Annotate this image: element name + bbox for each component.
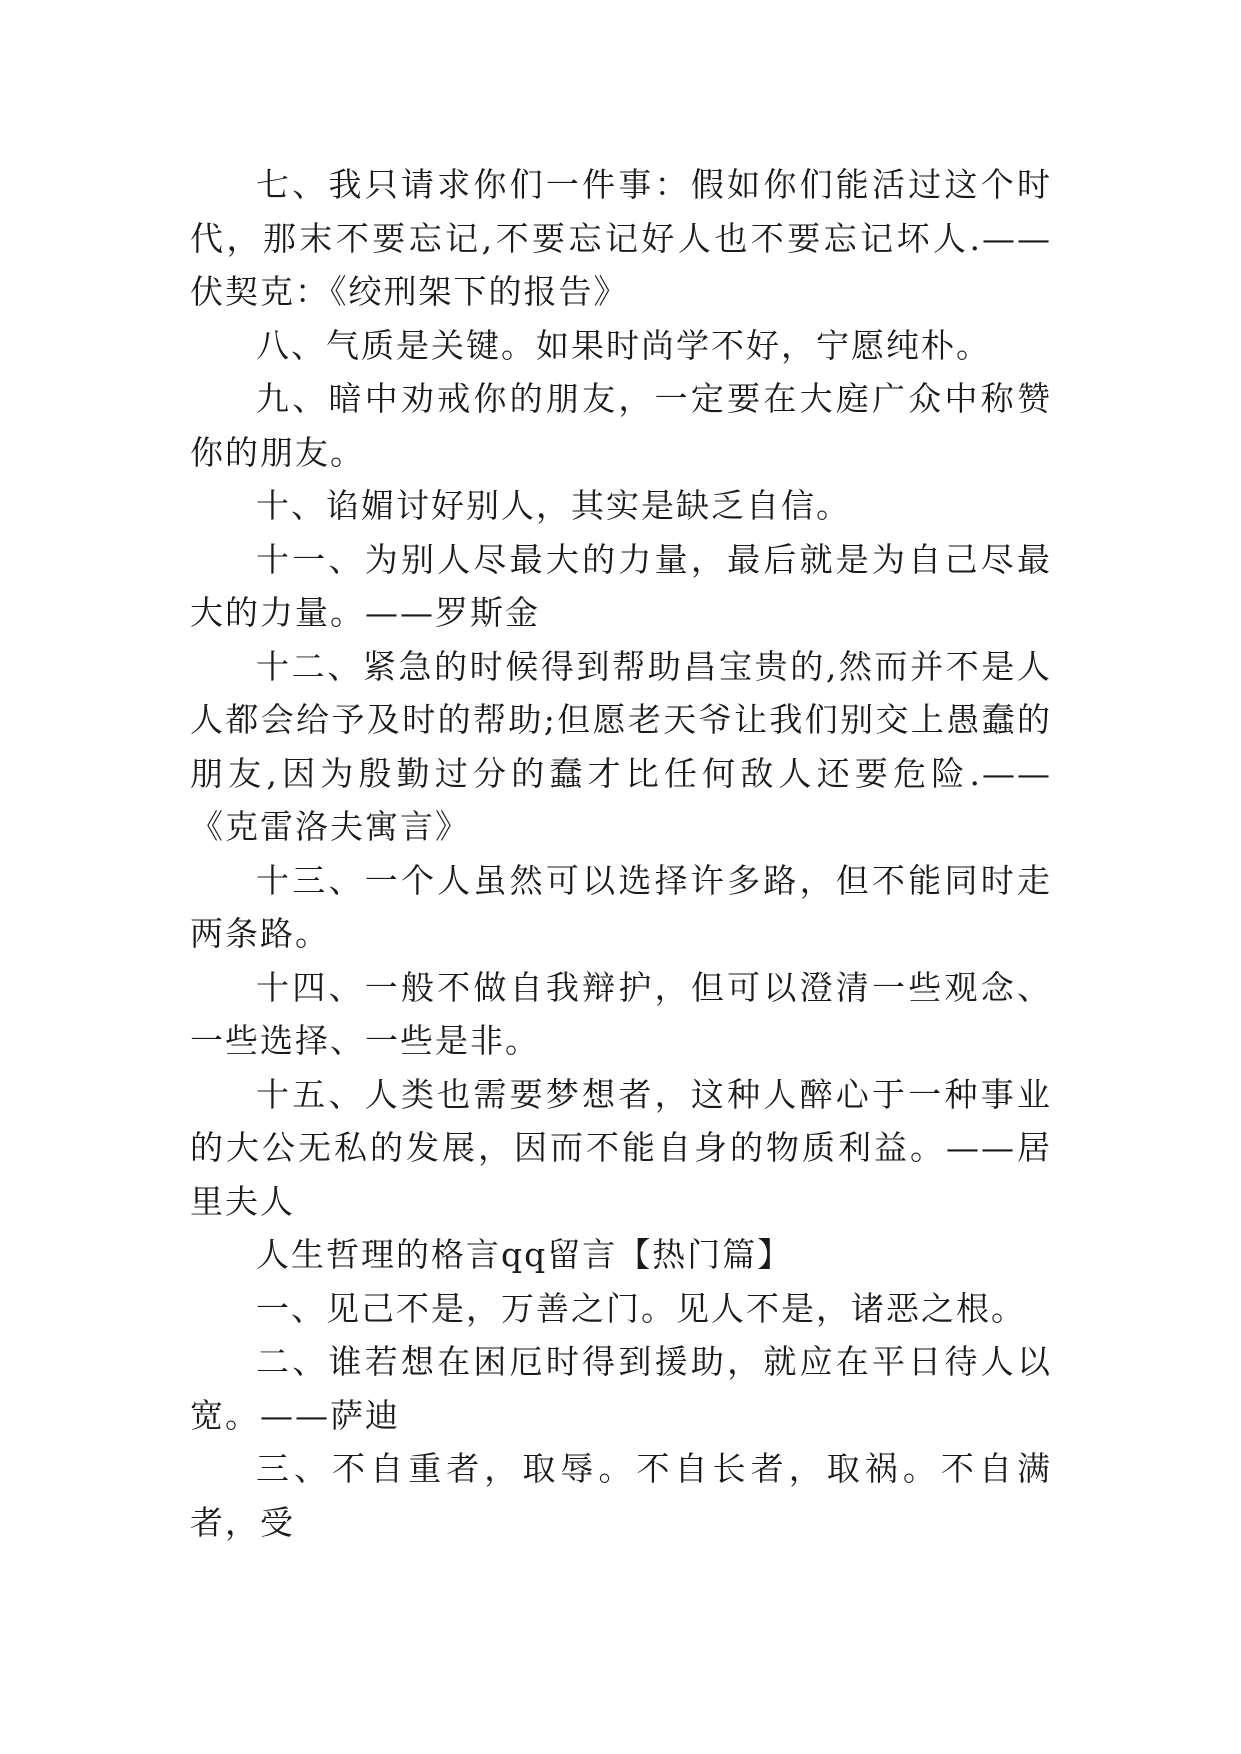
paragraph-7: 七、我只请求你们一件事：假如你们能活过这个时代，那末不要忘记,不要忘记好人也不要忘记坏人.——伏契克：《绞刑架下的报告》 — [190, 165, 1052, 311]
paragraph-11: 十一、为别人尽最大的力量，最后就是为自己尽最大的力量。——罗斯金 — [190, 539, 1052, 632]
section-heading: 人生哲理的格言qq留言【热门篇】 — [256, 1235, 793, 1274]
document-body — [190, 158, 1052, 1549]
paragraph-10: 十、谄媚讨好别人，其实是缺乏自信。 — [256, 486, 851, 525]
section-paragraph-1: 一、见己不是，万善之门。见人不是，诸恶之根。 — [256, 1288, 1026, 1328]
paragraph-14: 十四、一般不做自我辩护，但可以澄清一些观念、一些选择、一些是非。 — [190, 967, 1052, 1060]
paragraph-8: 八、气质是关键。如果时尚学不好，宁愿纯朴。 — [256, 325, 991, 365]
paragraph-13: 十三、一个人虽然可以选择许多路，但不能同时走两条路。 — [190, 860, 1052, 953]
section-paragraph-2: 二、谁若想在困厄时得到援助，就应在平日待人以宽。——萨迪 — [190, 1342, 1052, 1435]
paragraph-15: 十五、人类也需要梦想者，这种人醉心于一种事业的大公无私的发展，因而不能自身的物质利益。——居里夫人 — [190, 1074, 1052, 1221]
section-paragraph-3: 三、不自重者，取辱。不自长者，取祸。不自满者，受 — [190, 1449, 1052, 1542]
paragraph-12: 十二、紧急的时候得到帮助昌宝贵的,然而并不是人人都会给予及时的帮助;但愿老天爷让我们别交上愚蠢的朋友,因为殷勤过分的蠢才比任何敌人还要危险.——《克雷洛夫寓言》 — [190, 646, 1052, 846]
paragraph-9: 九、暗中劝戒你的朋友，一定要在大庭广众中称赞你的朋友。 — [190, 379, 1052, 472]
